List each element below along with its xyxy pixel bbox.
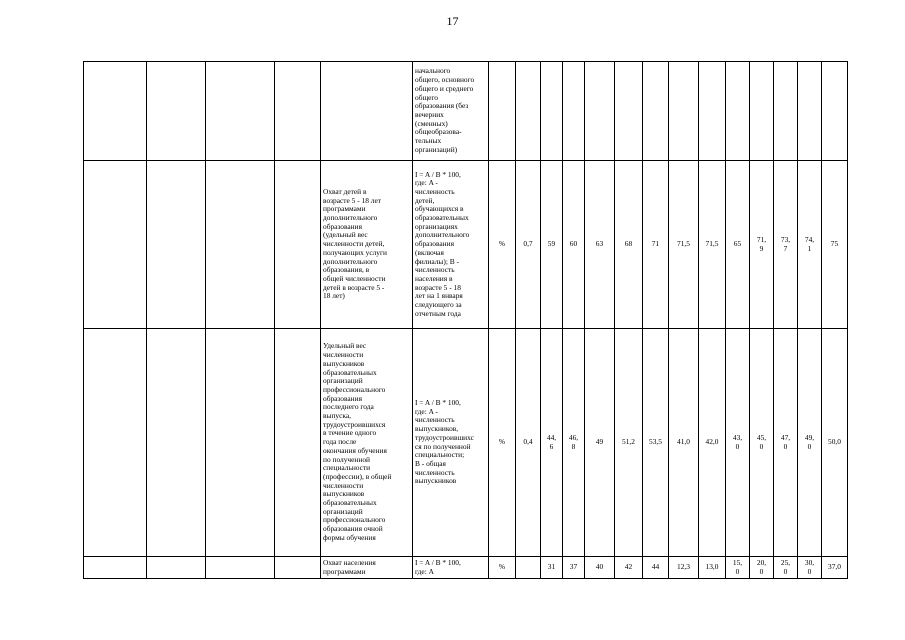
value-cell	[615, 161, 643, 329]
unit-cell	[489, 557, 516, 579]
value-cell	[669, 329, 699, 557]
value-cell	[669, 62, 699, 161]
value-cell-text: 46, 8	[568, 432, 579, 451]
empty-cell	[147, 557, 206, 579]
value-cell	[798, 161, 822, 329]
value-cell-text: 73, 7	[780, 234, 791, 253]
unit-cell	[489, 329, 516, 557]
weight-cell-text: 0,7	[523, 239, 533, 249]
value-cell	[563, 557, 585, 579]
value-cell-text: 49, 0	[804, 432, 815, 451]
final-value-cell	[822, 161, 848, 329]
indicator-cell	[321, 557, 413, 579]
value-cell	[726, 62, 750, 161]
value-cell	[798, 62, 822, 161]
value-cell	[541, 557, 563, 579]
value-cell	[643, 62, 669, 161]
value-cell-text: 45, 0	[756, 432, 767, 451]
value-cell-text: 49	[595, 437, 604, 447]
formula-cell	[413, 161, 489, 329]
indicator-cell-text: Удельный вес численности выпускников образовательных организаций профессионального образования последнего года выпуска, трудоустроившихся в течение одного года после окончания обучения по полученной специальности (профессии), в общей численности выпускников образовательных организаций профессионального образования очной формы обучения	[323, 341, 392, 542]
formula-cell-text: I = A / B * 100, где: A - численность выпускников, трудоустроившихс ся по полученной специальности; B - общая численность выпускников	[415, 397, 474, 486]
value-cell-text: 59	[547, 239, 556, 249]
value-cell-text: 13,0	[705, 562, 719, 572]
value-cell-text: 25, 0	[780, 557, 791, 576]
value-cell	[585, 62, 615, 161]
final-value-cell	[822, 62, 848, 161]
indicator-cell	[321, 161, 413, 329]
weight-cell	[516, 557, 541, 579]
value-cell	[563, 161, 585, 329]
value-cell-text: 71,5	[677, 239, 690, 249]
value-cell	[798, 557, 822, 579]
value-cell-text: 68	[624, 239, 633, 249]
value-cell	[699, 161, 726, 329]
final-value-cell-text: 50,0	[828, 437, 841, 447]
value-cell	[541, 62, 563, 161]
value-cell-text: 41,0	[677, 437, 690, 447]
final-value-cell-text: 75	[830, 239, 839, 249]
value-cell	[585, 329, 615, 557]
value-cell	[699, 62, 726, 161]
empty-cell	[84, 161, 147, 329]
value-cell-text: 44, 6	[546, 432, 557, 451]
value-cell	[585, 161, 615, 329]
unit-cell	[489, 62, 516, 161]
unit-cell-text: %	[498, 437, 506, 447]
value-cell-text: 30, 0	[804, 557, 815, 576]
value-cell	[541, 161, 563, 329]
value-cell-text: 31	[547, 562, 556, 572]
value-cell	[798, 329, 822, 557]
table-row	[84, 62, 848, 161]
value-cell	[541, 329, 563, 557]
value-cell-text: 44	[651, 562, 660, 572]
unit-cell-text: %	[498, 239, 506, 249]
value-cell	[750, 62, 774, 161]
indicator-cell-text: Охват детей в возрасте 5 - 18 лет программами дополнительного образования (удельный вес численности детей, получающих услуги дополнительного образования, в общей численности детей в возрасте 5 - 18 лет)	[323, 186, 387, 301]
empty-cell	[147, 161, 206, 329]
value-cell-text: 53,5	[649, 437, 662, 447]
value-cell	[615, 329, 643, 557]
weight-cell	[516, 62, 541, 161]
table-row	[84, 329, 848, 557]
value-cell	[774, 557, 798, 579]
value-cell	[643, 557, 669, 579]
empty-cell	[275, 161, 321, 329]
indicator-cell	[321, 62, 413, 161]
empty-cell	[147, 329, 206, 557]
value-cell	[643, 329, 669, 557]
formula-cell	[413, 62, 489, 161]
indicator-table	[83, 61, 848, 579]
value-cell-text: 43, 0	[732, 432, 743, 451]
formula-cell	[413, 329, 489, 557]
value-cell-text: 74, 1	[804, 234, 815, 253]
value-cell-text: 60	[569, 239, 578, 249]
empty-cell	[275, 557, 321, 579]
value-cell	[615, 557, 643, 579]
empty-cell	[206, 329, 275, 557]
value-cell	[563, 329, 585, 557]
unit-cell-text: %	[498, 562, 506, 572]
empty-cell	[206, 557, 275, 579]
table-row	[84, 557, 848, 579]
value-cell	[726, 557, 750, 579]
empty-cell	[275, 329, 321, 557]
value-cell-text: 47, 0	[780, 432, 791, 451]
formula-cell-text: I = A / B * 100, где: A	[415, 557, 461, 576]
unit-cell	[489, 161, 516, 329]
value-cell-text: 65	[733, 239, 742, 249]
value-cell	[699, 329, 726, 557]
value-cell-text: 42,0	[705, 437, 719, 447]
final-value-cell	[822, 329, 848, 557]
value-cell	[750, 557, 774, 579]
table-row	[84, 161, 848, 329]
value-cell	[726, 161, 750, 329]
formula-cell	[413, 557, 489, 579]
value-cell-text: 42	[624, 562, 633, 572]
value-cell	[774, 161, 798, 329]
value-cell	[585, 557, 615, 579]
value-cell-text: 71	[651, 239, 660, 249]
value-cell	[699, 557, 726, 579]
empty-cell	[84, 62, 147, 161]
empty-cell	[84, 557, 147, 579]
empty-cell	[275, 62, 321, 161]
value-cell-text: 37	[569, 562, 578, 572]
value-cell	[750, 161, 774, 329]
value-cell-text: 63	[595, 239, 604, 249]
page-number: 17	[446, 14, 459, 28]
value-cell	[669, 557, 699, 579]
formula-cell-text: начального общего, основного общего и среднего общего образования (без вечерних (сменных) общеобразова- тельных организаций)	[415, 66, 475, 154]
weight-cell	[516, 161, 541, 329]
value-cell	[774, 62, 798, 161]
value-cell	[774, 329, 798, 557]
indicator-cell-text: Охват населения программами	[323, 557, 376, 576]
value-cell	[643, 161, 669, 329]
value-cell-text: 12,3	[677, 562, 690, 572]
value-cell-text: 40	[595, 562, 604, 572]
empty-cell	[147, 62, 206, 161]
value-cell-text: 15, 0	[732, 557, 743, 576]
value-cell-text: 20, 0	[756, 557, 767, 576]
value-cell	[726, 329, 750, 557]
indicator-cell	[321, 329, 413, 557]
value-cell	[750, 329, 774, 557]
final-value-cell-text: 37,0	[828, 562, 841, 572]
value-cell	[563, 62, 585, 161]
final-value-cell	[822, 557, 848, 579]
empty-cell	[206, 161, 275, 329]
value-cell	[669, 161, 699, 329]
weight-cell	[516, 329, 541, 557]
value-cell-text: 71, 9	[756, 234, 767, 253]
empty-cell	[206, 62, 275, 161]
value-cell-text: 71,5	[705, 239, 719, 249]
weight-cell-text: 0,4	[523, 437, 533, 447]
value-cell-text: 51,2	[622, 437, 635, 447]
value-cell	[615, 62, 643, 161]
empty-cell	[84, 329, 147, 557]
formula-cell-text: I = A / B * 100, где: A - численность детей, обучающихся в образовательных организациях дополнительного образования (включая филиалы); B - численность населения в возрасте 5 - 18 лет на 1 января следующего за отчетным года	[415, 169, 470, 318]
